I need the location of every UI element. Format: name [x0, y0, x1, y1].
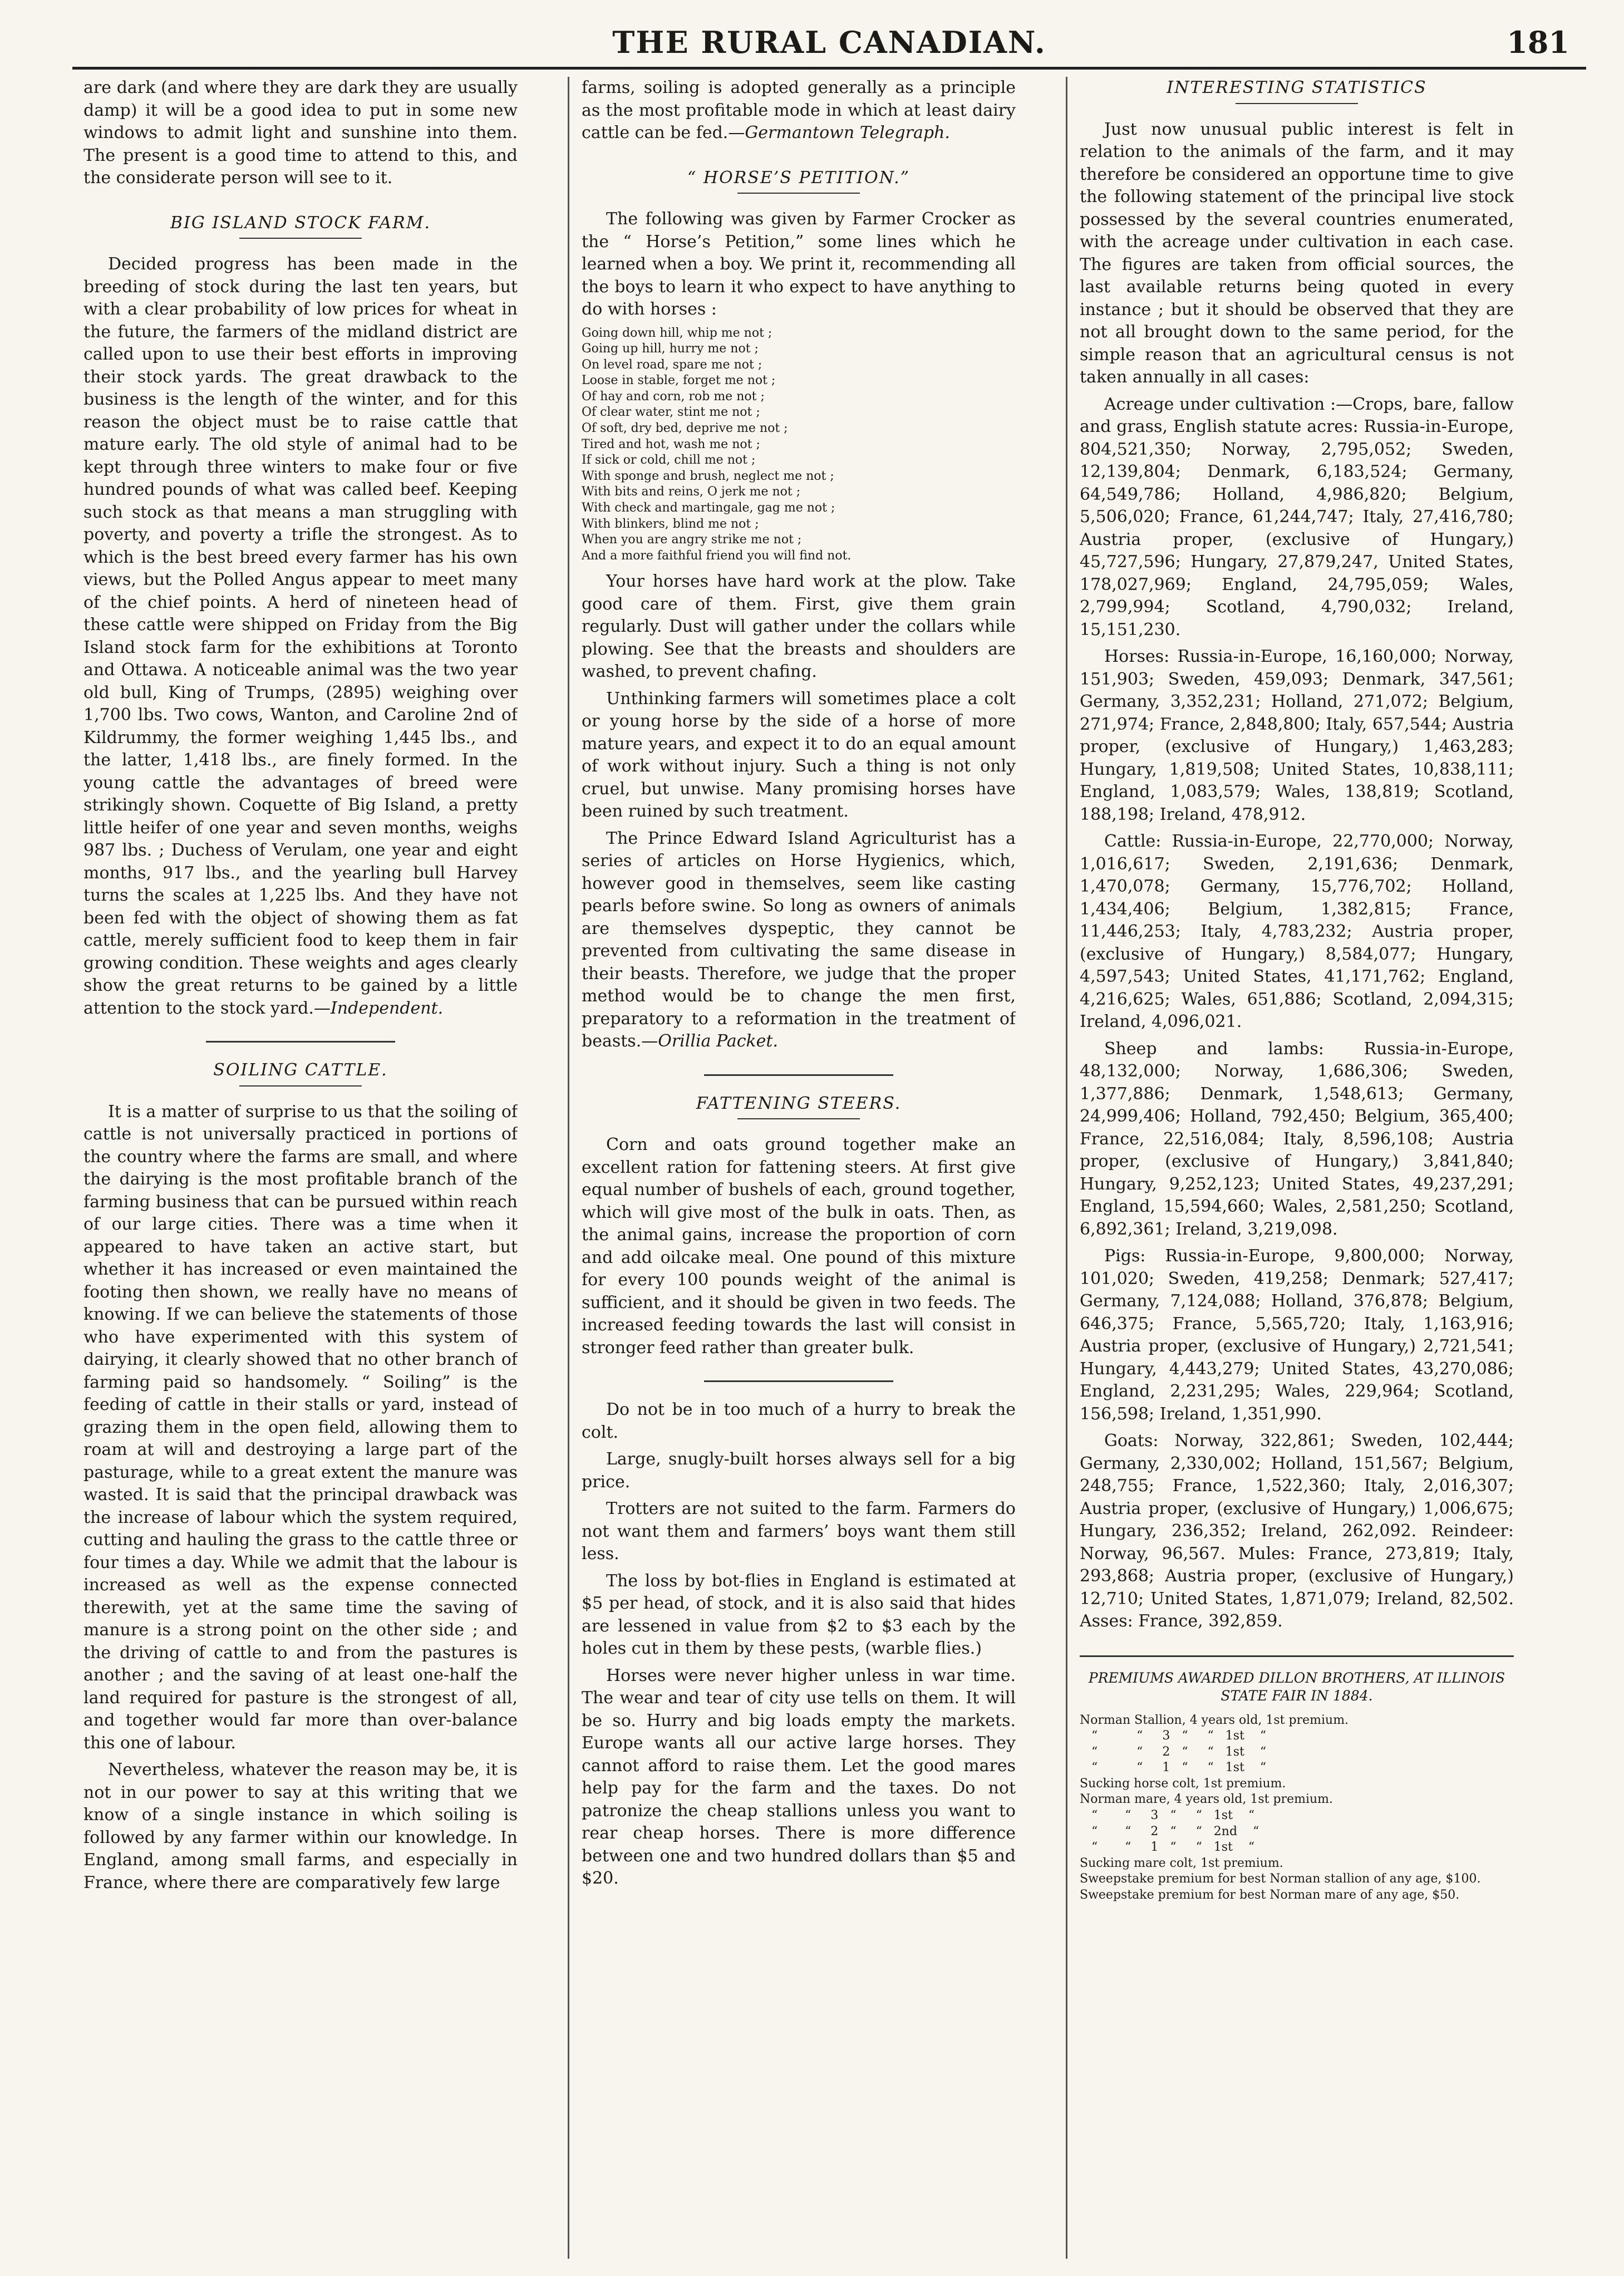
statistics-sheep: Sheep and lambs: Russia-in-Europe, 48,132,000; Norway, 1,686,306; Sweden, 1,377,886; Denmark, 1,548,613; Germany, 24,999,406; Holland, 792,450; Belgium, 365,400; France, 22,516,084; Italy, 8,596,108; Austria proper, (exclusive of Hungary,) 3,841,840; Hungary, 9,252,123; United States, 49,237,291; England, 15,594,660; Wales, 2,581,250; Scotland, 6,892,361; Ireland, 3,219,098.: [1080, 1039, 1514, 1239]
article-paragraph: Unthinking farmers will sometimes place a colt or young horse by the side of a horse of more mature years, and expect it to do an equal amount of work without injury. Such a thing is not only cruel, but unwise. Many promising horses have been ruined by such treatment.: [582, 689, 1016, 822]
poem-line: When you are angry strike me not ;: [582, 533, 802, 547]
article-heading: “ HORSE’S PETITION.”: [687, 168, 910, 188]
premium-line: Sweepstake premium for best Norman mare of any age, $50.: [1080, 1888, 1460, 1903]
premium-line: Sucking horse colt, 1st premium.: [1080, 1776, 1286, 1791]
premiums-box: [1080, 1655, 1514, 1904]
horse-petition-poem: [582, 326, 1016, 564]
statistics-horses: Horses: Russia-in-Europe, 16,160,000; Norway, 151,903; Sweden, 459,093; Denmark, 347,561; Germany, 3,352,231; Holland, 271,072; Belgium, 271,974; France, 2,848,800; Italy, 657,544; Austria proper, (exclusive of Hungary,) 1,463,283; Hungary, 1,819,508; United States, 10,838,111; England, 1,083,579; Wales, 138,819; Scotland, 188,198; Ireland, 478,912.: [1080, 647, 1514, 824]
article-heading: SOILING CATTLE.: [213, 1060, 388, 1080]
poem-line: Of hay and corn, rob me not ;: [582, 389, 765, 404]
news-note: The loss by bot-flies in England is estimated at $5 per head, of stock, and it is also said that hides are lessened in value from $2 to $3 each by the holes cut in them by these pests, (warble flies.): [582, 1571, 1016, 1659]
heading-rule: [737, 1118, 860, 1119]
poem-line: With bits and reins, O jerk me not ;: [582, 485, 801, 499]
premiums-heading: PREMIUMS AWARDED DILLON BROTHERS, AT ILLINOIS STATE FAIR IN 1884.: [1088, 1669, 1505, 1704]
premium-line: “ “ 3 “ “ 1st “: [1080, 1729, 1267, 1743]
premium-line: Norman mare, 4 years old, 1st premium.: [1080, 1792, 1333, 1807]
heading-rule: [239, 1085, 362, 1087]
continued-paragraph: are dark (and where they are dark they are usually damp) it will be a good idea to put in some new windows to admit light and sunshine into them. The present is a good time to attend to this, and the considerate person will see to it.: [83, 78, 518, 188]
column-2: [582, 77, 1016, 2264]
poem-line: With blinkers, blind me not ;: [582, 517, 759, 531]
premium-line: Sucking mare colt, 1st premium.: [1080, 1856, 1283, 1870]
news-note: Do not be in too much of a hurry to break the colt.: [582, 1400, 1016, 1442]
section-rule: [704, 1074, 893, 1076]
poem-line: If sick or cold, chill me not ;: [582, 453, 756, 468]
article-paragraph: [582, 828, 1016, 1053]
premium-line: “ “ 1 “ “ 1st “: [1080, 1761, 1267, 1775]
poem-line: On level road, spare me not ;: [582, 357, 762, 372]
poem-line: With sponge and brush, neglect me not ;: [582, 469, 834, 483]
poem-line: Going up hill, hurry me not ;: [582, 342, 759, 356]
page-number: 181: [1507, 24, 1569, 60]
poem-line: Loose in stable, forget me not ;: [582, 373, 776, 388]
premium-line: “ “ 2 “ “ 2nd “: [1080, 1824, 1259, 1839]
article-text: Decided progress has been made in the breeding of stock during the last ten years, but with a clear probability of low prices for wheat in the future, the farmers of the midland district are called upon to use their best efforts in improving their stock yards. The great drawback to the business is the length of the winter, and for this reason the object must be to raise cattle that mature early. The old style of animal had to be kept through three winters to make four or five hundred pounds of what was called beef. Keeping such stock as that means a man struggling with poverty, and poverty a trifle the strongest. As to which is the best breed every farmer has his own views, but the Polled Angus appear to meet many of the chief points. A herd of nineteen head of these cattle were shipped on Friday from the Big Island stock farm for the exhibitions at Toronto and Ottawa. A noticeable animal was the two year old bull, King of Trumps, (2895) weighing over 1,700 lbs. Two cows, Wanton, and Caroline 2nd of Kildrummy, the former weighing 1,445 lbs., and the latter, 1,418 lbs., are finely formed. In the young cattle the advantages of breed were strikingly shown. Coquette of Big Island, a pretty little heifer of one year and seven months, weighs 987 lbs. ; Duchess of Verulam, one year and eight months, 917 lbs., and the yearling bull Harvey turns the scales at 1,225 lbs. And they have not been fed with the object of showing them as fat cattle, merely sufficient food to keep them in fair growing condition. These weights and ages clearly show the great returns to be gained by a little attention to the stock yard.—: [83, 254, 518, 1018]
heading-rule: [1236, 103, 1358, 104]
section-rule: [704, 1380, 893, 1382]
source-credit: Germantown Telegraph.: [745, 123, 950, 142]
poem-line: Going down hill, whip me not ;: [582, 326, 772, 340]
heading-rule: [737, 193, 860, 194]
article-paragraph: It is a matter of surprise to us that the soiling of cattle is not universally practiced in portions of the country where the farms are small, and where the dairying is the most profitable branch of the farming business that can be pursued within reach of our large cities. There was a time when it appeared to have taken an active start, but whether it has increased or even maintained the footing then shown, we really have no means of knowing. If we can believe the statements of those who have experimented with this system of dairying, it clearly showed that no other branch of farming paid so handsomely. “ Soiling” is the feeding of cattle in their stalls or yard, instead of grazing them in the open field, allowing them to roam at will and destroying a large part of the pasturage, while to a great extent the manure was wasted. It is said that the principal drawback was the increase of labour which the system required, cutting and hauling the grass to the cattle three or four times a day. While we admit that the labour is increased as well as the expense connected therewith, yet at the same time the saving of manure is a strong point on the other side ; and the driving of cattle to and from the pastures is another ; and the saving of at least one-half the land required for pasture is the strongest of all, and together would far more than over-balance this one of labour.: [83, 1102, 518, 1753]
article-paragraph: The following was given by Farmer Crocker as the “ Horse’s Petition,” some lines which he learned when a boy. We print it, recommending all the boys to learn it who expect to have anything to do with horses :: [582, 209, 1016, 319]
poem-line: With check and martingale, gag me not ;: [582, 501, 835, 515]
news-note: Trotters are not suited to the farm. Farmers do not want them and farmers’ boys want them still less.: [582, 1499, 1016, 1564]
article-heading: BIG ISLAND STOCK FARM.: [170, 213, 431, 233]
statistics-cattle: Cattle: Russia-in-Europe, 22,770,000; Norway, 1,016,617; Sweden, 2,191,636; Denmark, 1,470,078; Germany, 15,776,702; Holland, 1,434,406; Belgium, 1,382,815; France, 11,446,253; Italy, 4,783,232; Austria proper, (exclusive of Hungary,) 8,584,077; Hungary, 4,597,543; United States, 41,171,762; England, 4,216,625; Wales, 651,886; Scotland, 2,094,315; Ireland, 4,096,021.: [1080, 832, 1514, 1031]
statistics-pigs: Pigs: Russia-in-Europe, 9,800,000; Norway, 101,020; Sweden, 419,258; Denmark; 527,417; Germany, 7,124,088; Holland, 376,878; Belgium, 646,375; France, 5,565,720; Italy, 1,163,916; Austria proper, (exclusive of Hungary,) 2,721,541; Hungary, 4,443,279; United States, 43,270,086; England, 2,231,295; Wales, 229,964; Scotland, 156,598; Ireland, 1,351,990.: [1080, 1246, 1514, 1424]
news-note: Horses were never higher unless in war time. The wear and tear of city use tells on them. It will be so. Hurry and big loads empty the markets. Europe wants all our active large horses. They cannot afford to raise them. Let the good mares help pay for the farm and the taxes. Do not patronize the cheap stallions unless you want to rear cheap horses. There is more difference between one and two hundred dollars than $5 and $20.: [582, 1665, 1016, 1889]
article-paragraph: [83, 253, 518, 1020]
premium-line: “ “ 1 “ “ 1st “: [1080, 1840, 1255, 1855]
premiums-list: [1080, 1713, 1514, 1904]
premium-line: Norman Stallion, 4 years old, 1st premium.: [1080, 1713, 1349, 1727]
premium-line: “ “ 3 “ “ 1st “: [1080, 1808, 1255, 1823]
statistics-acreage: Acreage under cultivation :—Crops, bare, fallow and grass, English statute acres: Russia-in-Europe, 804,521,350; Norway, 2,795,052; Sweden, 12,139,804; Denmark, 6,183,524; Germany, 64,549,786; Holland, 4,986,820; Belgium, 5,506,020; France, 61,244,747; Italy, 27,416,780; Austria proper, (exclusive of Hungary,) 45,727,596; Hungary, 27,879,247, United States, 178,027,969; England, 24,795,059; Wales, 2,799,994; Scotland, 4,790,032; Ireland, 15,151,230.: [1080, 394, 1514, 640]
source-credit: Independent.: [330, 998, 444, 1018]
premium-line: “ “ 2 “ “ 1st “: [1080, 1744, 1267, 1759]
column-rule: [568, 77, 569, 2259]
article-heading: FATTENING STEERS.: [696, 1093, 902, 1113]
section-rule: [206, 1041, 395, 1043]
page-header: [72, 22, 1586, 70]
column-rule: [1066, 77, 1067, 2259]
poem-line: Tired and hot, wash me not ;: [582, 437, 760, 451]
poem-line: Of clear water, stint me not ;: [582, 405, 760, 420]
news-note: Large, snugly-built horses always sell for a big price.: [582, 1449, 1016, 1492]
heading-rule: [239, 238, 362, 239]
statistics-goats: Goats: Norway, 322,861; Sweden, 102,444; Germany, 2,330,002; Holland, 151,567; Belgium, 248,755; France, 1,522,360; Italy, 2,016,307; Austria proper, (exclusive of Hungary,) 1,006,675; Hungary, 236,352; Ireland, 262,092. Reindeer: Norway, 96,567. Mules: France, 273,819; Italy, 293,868; Austria proper, (exclusive of Hungary,) 12,710; United States, 1,871,079; Ireland, 82,502. Asses: France, 392,859.: [1080, 1431, 1514, 1631]
source-credit: Orillia Packet.: [658, 1031, 779, 1051]
article-text: farms, soiling is adopted generally as a principle as the most profitable mode in which at least dairy cattle can be fed.—: [582, 78, 1016, 142]
article-paragraph: Just now unusual public interest is felt in relation to the animals of the farm, and it may therefore be considered an opportune time to give the following statement of the principal live stock possessed by the several countries enumerated, with the acreage under cultivation in each case. The figures are taken from official sources, the last available returns being quoted in every instance ; but it should be observed that they are not all brought down to the same period, for the simple reason that an agricultural census is not taken annually in all cases:: [1080, 119, 1514, 387]
poem-line: Of soft, dry bed, deprive me not ;: [582, 421, 788, 436]
article-paragraph: Corn and oats ground together make an excellent ration for fattening steers. At first give equal number of bushels of each, ground together, which will give most of the bulk in oats. Then, as the animal gains, increase the proportion of corn and add oilcake meal. One pound of this mixture for every 100 pounds weight of the animal is sufficient, and it should be given in two feeds. The increased feeding towards the last will consist in stronger feed rather than greater bulk.: [582, 1135, 1016, 1358]
article-text: The Prince Edward Island Agriculturist has a series of articles on Horse Hygienics, which, however good in themselves, seem like casting pearls before swine. So long as owners of animals are themselves dyspeptic, they cannot be prevented from cultivating the same disease in their beasts. Therefore, we judge that the proper method would be to change the men first, preparatory to a reformation in the treatment of beasts.—: [582, 828, 1016, 1051]
column-3: [1080, 77, 1514, 2264]
premium-line: Sweepstake premium for best Norman stallion of any age, $100.: [1080, 1872, 1481, 1886]
poem-line: And a more faithful friend you will find not.: [582, 548, 852, 563]
article-heading: INTERESTING STATISTICS: [1167, 78, 1427, 97]
column-1: [83, 77, 518, 2264]
newspaper-title: THE RURAL CANADIAN.: [612, 24, 1046, 60]
article-paragraph: Nevertheless, whatever the reason may be, it is not in our power to say at this writing that we know of a single instance in which soiling is followed by any farmer within our knowledge. In England, among small farms, and especially in France, where there are comparatively few large: [83, 1760, 518, 1892]
continued-paragraph: [582, 77, 1016, 145]
article-paragraph: Your horses have hard work at the plow. Take good care of them. First, give them grain regularly. Dust will gather under the collars while plowing. See that the breasts and shoulders are washed, to prevent chafing.: [582, 572, 1016, 682]
